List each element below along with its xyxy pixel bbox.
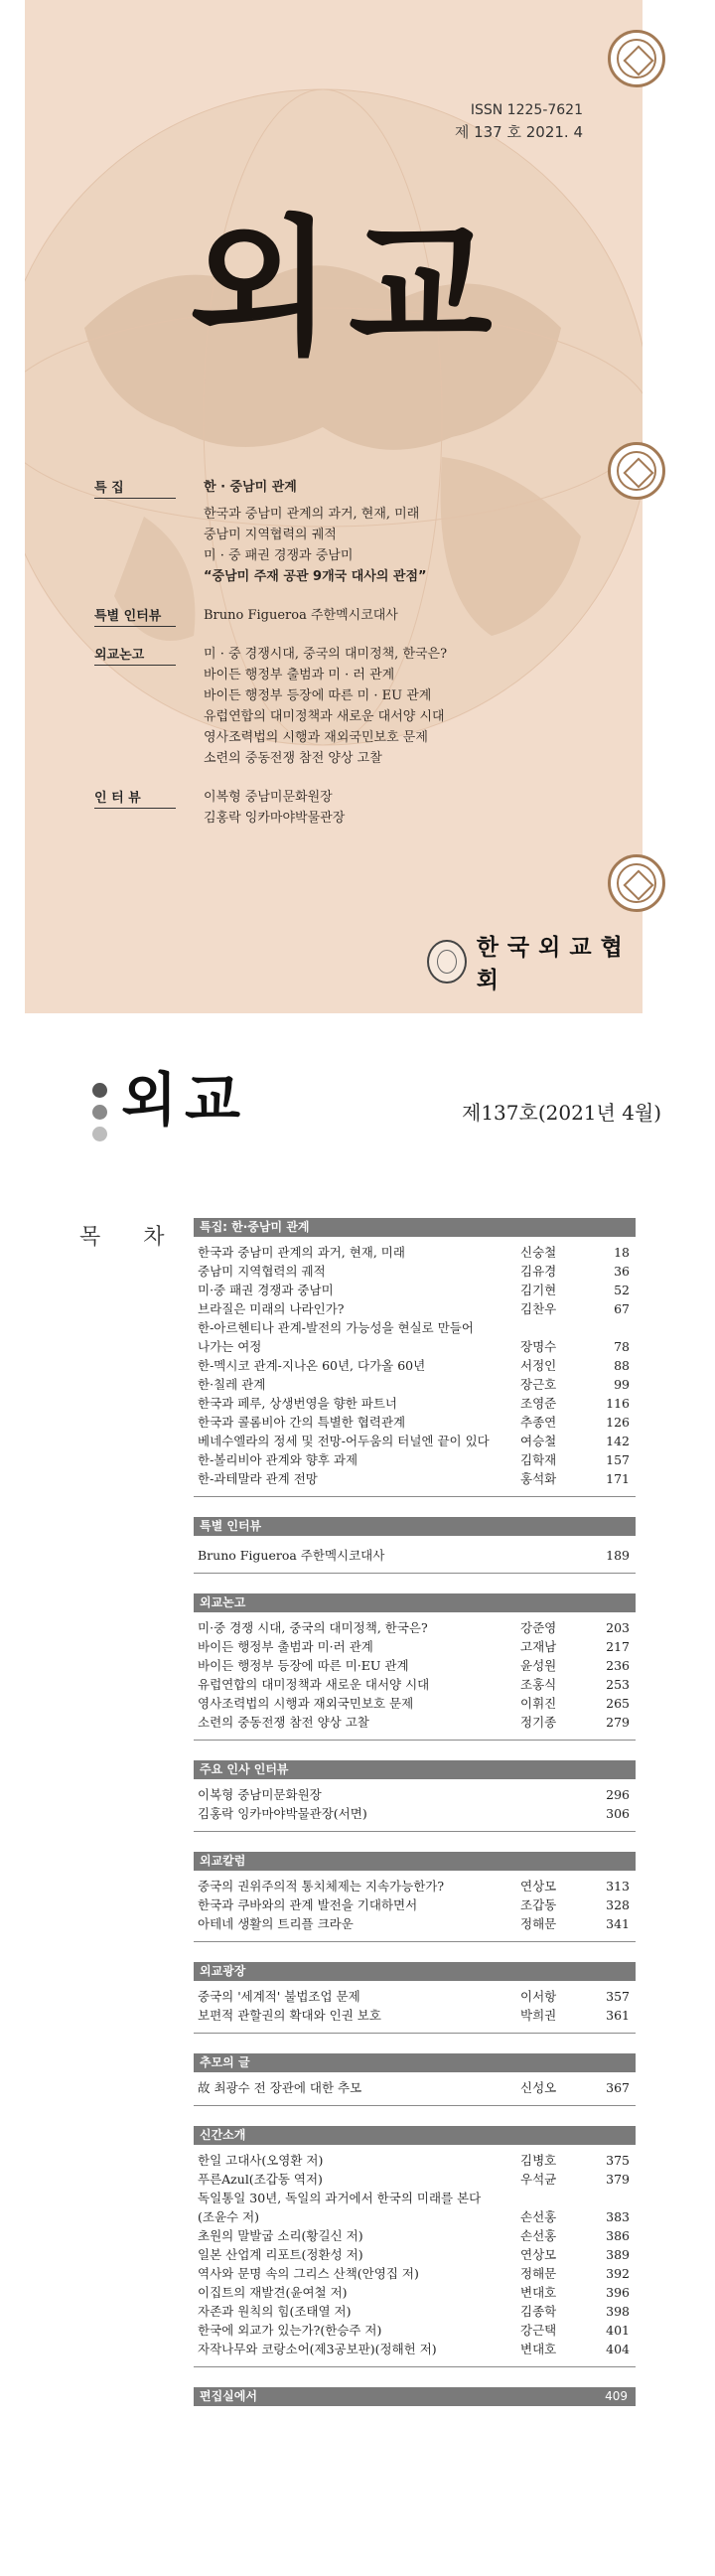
entry-author: 연상모 — [520, 1879, 557, 1894]
toc-entry[interactable] — [198, 1656, 636, 1675]
toc-entry[interactable] — [198, 1713, 636, 1732]
entry-page: 357 — [606, 1989, 630, 2004]
toc-entry[interactable] — [198, 2245, 636, 2264]
toc-entry[interactable] — [198, 1546, 636, 1565]
entry-title: 한-멕시코 관계-지나온 60년, 다가올 60년 — [198, 1358, 426, 1373]
entry-title: 브라질은 미래의 나라인가? — [198, 1301, 345, 1316]
entry-page: 36 — [614, 1264, 630, 1279]
toc-entry[interactable] — [198, 1281, 636, 1299]
entry-author: 강근택 — [520, 2323, 557, 2338]
entry-page: 67 — [614, 1301, 630, 1316]
entry-title: (조윤수 저) — [198, 2209, 260, 2224]
entry-title: 중남미 지역협력의 궤적 — [198, 1264, 326, 1279]
entry-title: 역사와 문명 속의 그리스 산책(안영집 저) — [198, 2266, 419, 2281]
entry-author: 변대호 — [520, 2342, 557, 2356]
toc-entry[interactable] — [198, 2006, 636, 2025]
entry-page: 157 — [606, 1452, 630, 1467]
entry-author: 조갑동 — [520, 1897, 557, 1912]
entry-title: 영사조력법의 시행과 재외국민보호 문제 — [198, 1696, 414, 1711]
toc-entry[interactable] — [198, 2264, 636, 2283]
dot-icon — [92, 1105, 107, 1120]
entry-title: 한국에 외교가 있는가?(한승주 저) — [198, 2323, 382, 2338]
entry-author: 김종학 — [520, 2304, 557, 2319]
entry-page: 116 — [606, 1396, 630, 1411]
section-label: 특별 인터뷰 — [94, 605, 176, 627]
entry-page: 306 — [606, 1806, 630, 1821]
entry-page: 126 — [606, 1415, 630, 1430]
list-item: 바이든 행정부 등장에 따른 미 · EU 관계 — [204, 688, 432, 703]
entry-title: 초원의 말발굽 소리(황길신 저) — [198, 2228, 363, 2243]
entry-page: 367 — [606, 2080, 630, 2095]
entry-title: 미·중 경쟁 시대, 중국의 대미정책, 한국은? — [198, 1620, 428, 1635]
toc-entry[interactable] — [198, 1318, 636, 1337]
entry-page: 265 — [606, 1696, 630, 1711]
entry-page: 171 — [606, 1471, 630, 1486]
publisher-name: 한국외교협회 — [476, 935, 632, 993]
cover-section-interview — [94, 605, 611, 626]
entry-author: 손선홍 — [520, 2209, 557, 2224]
entry-author: 우석균 — [520, 2172, 557, 2187]
toc-entry[interactable] — [198, 1450, 636, 1469]
entry-author: 변대호 — [520, 2285, 557, 2300]
toc-entry[interactable] — [198, 1413, 636, 1432]
entry-page: 88 — [614, 1358, 630, 1373]
entry-page: 375 — [606, 2153, 630, 2168]
entry-title: 자존과 원칙의 힘(조태열 저) — [198, 2304, 352, 2319]
list-item: 중남미 지역협력의 궤적 — [204, 528, 337, 542]
cover-section-feature — [94, 477, 611, 587]
entry-page: 99 — [614, 1377, 630, 1392]
header-dots — [92, 1083, 107, 1148]
entry-title: 소련의 중동전쟁 참전 양상 고찰 — [198, 1715, 369, 1730]
entry-author: 김찬우 — [520, 1301, 557, 1316]
entry-title: 푸른Azul(조갑동 역저) — [198, 2172, 323, 2187]
editor-page: 409 — [605, 2389, 628, 2403]
toc-entry[interactable] — [198, 2302, 636, 2321]
toc-section — [194, 1760, 636, 1832]
section-band: 외교광장 — [194, 1962, 636, 1981]
entry-title: 이집트의 재발견(윤여철 저) — [198, 2285, 348, 2300]
list-item: 미 · 중 패권 경쟁과 중남미 — [204, 548, 354, 563]
list-item: 영사조력법의 시행과 재외국민보호 문제 — [204, 730, 428, 745]
entry-title: 한-과테말라 관계 전망 — [198, 1471, 318, 1486]
toc-entry[interactable] — [198, 2283, 636, 2302]
entry-author: 김학재 — [520, 1452, 557, 1467]
entry-title: Bruno Figueroa 주한멕시코대사 — [198, 1548, 385, 1563]
entry-author: 서정인 — [520, 1358, 557, 1373]
toc-entry[interactable] — [198, 1694, 636, 1713]
issue-number: 제 137 호 2021. 4 — [454, 123, 583, 141]
entry-title: 한·칠레 관계 — [198, 1377, 266, 1392]
entry-page: 392 — [606, 2266, 630, 2281]
entry-title: 바이든 행정부 출범과 미·러 관계 — [198, 1639, 373, 1654]
cover-contents — [94, 477, 611, 846]
list-item: 유럽연합의 대미정책과 새로운 대서양 시대 — [204, 709, 445, 724]
section-band: 특집: 한·중남미 관계 — [194, 1218, 636, 1237]
section-head: 한 · 중남미 관계 — [204, 480, 297, 495]
toc-entry[interactable] — [198, 2189, 636, 2207]
issn-block — [455, 99, 583, 143]
entry-page: 398 — [606, 2304, 630, 2319]
entry-author: 정해문 — [520, 2266, 557, 2281]
toc-entry[interactable] — [198, 2151, 636, 2170]
entry-title: 김홍락 잉카마야박물관장(서면) — [198, 1806, 367, 1821]
list-item: 미 · 중 경쟁시대, 중국의 대미정책, 한국은? — [204, 647, 448, 662]
editor-label: 편집실에서 — [200, 2389, 257, 2403]
toc-heading: 목 차 — [79, 1225, 183, 1250]
section-label: 인 터 뷰 — [94, 787, 176, 809]
entry-author: 조영준 — [520, 1396, 557, 1411]
toc-section — [194, 1218, 636, 1497]
list-item: 이복형 중남미문화원장 — [204, 790, 333, 805]
entry-title: 독일통일 30년, 독일의 과거에서 한국의 미래를 본다 — [198, 2191, 482, 2205]
entry-page: 389 — [606, 2247, 630, 2262]
entry-author: 홍석화 — [520, 1471, 557, 1486]
entry-page: 404 — [606, 2342, 630, 2356]
section-band: 주요 인사 인터뷰 — [194, 1760, 636, 1779]
binding-seal-icon — [608, 30, 665, 87]
list-item: 한국과 중남미 관계의 과거, 현재, 미래 — [204, 507, 420, 522]
section-band: 특별 인터뷰 — [194, 1517, 636, 1536]
toc-section — [194, 2053, 636, 2106]
table-of-contents — [194, 1218, 636, 2406]
toc-entry[interactable] — [198, 1337, 636, 1356]
toc-section — [194, 1593, 636, 1741]
entry-title: 한일 고대사(오영환 저) — [198, 2153, 324, 2168]
section-band: 추모의 글 — [194, 2053, 636, 2072]
entry-author: 정해문 — [520, 1916, 557, 1931]
entry-author: 김병호 — [520, 2153, 557, 2168]
publisher-seal-icon — [427, 940, 467, 984]
binding-seal-icon — [608, 854, 665, 912]
toc-section — [194, 1852, 636, 1942]
toc-section — [194, 1517, 636, 1574]
toc-entry[interactable] — [198, 1637, 636, 1656]
toc-entry[interactable] — [198, 1356, 636, 1375]
list-item: 김홍락 잉카마야박물관장 — [204, 811, 346, 826]
entry-title: 故 최광수 전 장관에 대한 추모 — [198, 2080, 362, 2095]
entry-title: 보편적 관할권의 확대와 인권 보호 — [198, 2008, 381, 2023]
entry-title: 일본 산업계 리포트(정환성 저) — [198, 2247, 363, 2262]
toc-entry[interactable] — [198, 2226, 636, 2245]
toc-entry[interactable] — [198, 2207, 636, 2226]
section-band: 외교논고 — [194, 1593, 636, 1612]
toc-entry[interactable] — [198, 1987, 636, 2006]
entry-title: 한-볼리비아 관계와 향후 과제 — [198, 1452, 358, 1467]
toc-section — [194, 2126, 636, 2367]
toc-issue: 제137호(2021년 4월) — [462, 1101, 662, 1125]
entry-title: 중국의 '세계적' 불법조업 문제 — [198, 1989, 360, 2004]
entry-page: 189 — [606, 1548, 630, 1563]
entry-title: 자작나무와 코랑소어(제3공보판)(정해헌 저) — [198, 2342, 437, 2356]
entry-author: 강준영 — [520, 1620, 557, 1635]
entry-author: 고재남 — [520, 1639, 557, 1654]
entry-page: 341 — [606, 1916, 630, 1931]
toc-entry[interactable] — [198, 1877, 636, 1895]
entry-author: 조홍식 — [520, 1677, 557, 1692]
entry-page: 142 — [606, 1434, 630, 1448]
toc-entry[interactable] — [198, 1469, 636, 1488]
binding-seal-icon — [608, 442, 665, 500]
entry-title: 한국과 페루, 상생번영을 향한 파트너 — [198, 1396, 397, 1411]
entry-author: 정기종 — [520, 1715, 557, 1730]
dot-icon — [92, 1127, 107, 1141]
entry-page: 78 — [614, 1339, 630, 1354]
entry-title: 중국의 권위주의적 통치체제는 지속가능한가? — [198, 1879, 445, 1894]
entry-author: 추종연 — [520, 1415, 557, 1430]
entry-title: 한국과 쿠바와의 관계 발전을 기대하면서 — [198, 1897, 418, 1912]
entry-author: 손선홍 — [520, 2228, 557, 2243]
entry-author: 연상모 — [520, 2247, 557, 2262]
entry-page: 18 — [614, 1245, 630, 1260]
entry-title: 베네수엘라의 정세 및 전망-어두움의 터널엔 끝이 있다 — [198, 1434, 490, 1448]
issn-number: ISSN 1225-7621 — [470, 102, 583, 118]
entry-page: 52 — [614, 1283, 630, 1297]
toc-entry[interactable] — [198, 1432, 636, 1450]
toc-entry[interactable] — [198, 1243, 636, 1262]
entry-page: 386 — [606, 2228, 630, 2243]
entry-author: 김유경 — [520, 1264, 557, 1279]
dot-icon — [92, 1083, 107, 1098]
toc-entry[interactable] — [198, 1785, 636, 1804]
toc-entry[interactable] — [198, 2321, 636, 2340]
toc-entry[interactable] — [198, 2170, 636, 2189]
entry-title: 유럽연합의 대미정책과 새로운 대서양 시대 — [198, 1677, 430, 1692]
toc-entry[interactable] — [198, 1618, 636, 1637]
list-item: 바이든 행정부 출범과 미 · 러 관계 — [204, 668, 395, 682]
entry-title: 한국과 콜롬비아 간의 특별한 협력관계 — [198, 1415, 406, 1430]
entry-title: 한-아르헨티나 관계-발전의 가능성을 현실로 만들어 — [198, 1320, 474, 1335]
toc-entry[interactable] — [198, 1895, 636, 1914]
entry-page: 328 — [606, 1897, 630, 1912]
toc-entry[interactable] — [198, 1375, 636, 1394]
entry-author: 신숭철 — [520, 1245, 557, 1260]
entry-page: 203 — [606, 1620, 630, 1635]
entry-title: 나가는 여정 — [198, 1339, 262, 1354]
entry-page: 396 — [606, 2285, 630, 2300]
toc-entry[interactable] — [198, 1675, 636, 1694]
toc-entry[interactable] — [198, 1394, 636, 1413]
entry-title: 아테네 생활의 트리플 크라운 — [198, 1916, 354, 1931]
toc-entry[interactable] — [198, 2340, 636, 2358]
entry-page: 236 — [606, 1658, 630, 1673]
editor-band[interactable] — [194, 2387, 636, 2406]
entry-page: 383 — [606, 2209, 630, 2224]
entry-page: 253 — [606, 1677, 630, 1692]
entry-author: 김기현 — [520, 1283, 557, 1297]
cover-section-interviews — [94, 787, 611, 829]
entry-author: 신성오 — [520, 2080, 557, 2095]
entry-page: 401 — [606, 2323, 630, 2338]
entry-page: 313 — [606, 1879, 630, 1894]
entry-title: 이복형 중남미문화원장 — [198, 1787, 322, 1802]
section-band: 외교칼럼 — [194, 1852, 636, 1871]
entry-page: 379 — [606, 2172, 630, 2187]
toc-entry[interactable] — [198, 1914, 636, 1933]
entry-author: 이서항 — [520, 1989, 557, 2004]
publisher — [427, 929, 643, 994]
section-band: 신간소개 — [194, 2126, 636, 2145]
entry-title: 한국과 중남미 관계의 과거, 현재, 미래 — [198, 1245, 405, 1260]
entry-author: 이휘진 — [520, 1696, 557, 1711]
list-item: 소련의 중동전쟁 참전 양상 고찰 — [204, 751, 382, 766]
entry-title: 미·중 패권 경쟁과 중남미 — [198, 1283, 334, 1297]
entry-page: 279 — [606, 1715, 630, 1730]
toc-section — [194, 1962, 636, 2034]
entry-page: 217 — [606, 1639, 630, 1654]
cover-title: 외교 — [189, 201, 508, 376]
list-item: Bruno Figueroa 주한멕시코대사 — [204, 608, 398, 623]
toc-logo: 외교 — [121, 1066, 249, 1134]
entry-author: 장명수 — [520, 1339, 557, 1354]
entry-page: 361 — [606, 2008, 630, 2023]
toc-entry[interactable] — [198, 1262, 636, 1281]
cover-page — [25, 0, 643, 1013]
entry-author: 여승철 — [520, 1434, 557, 1448]
toc-entry[interactable] — [198, 2078, 636, 2097]
entry-author: 윤성원 — [520, 1658, 557, 1673]
entry-author: 박희권 — [520, 2008, 557, 2023]
list-item-bold: “중남미 주재 공관 9개국 대사의 관점” — [204, 569, 427, 584]
toc-entry[interactable] — [198, 1804, 636, 1823]
section-label: 외교논고 — [94, 644, 176, 666]
entry-page: 296 — [606, 1787, 630, 1802]
entry-author: 장근호 — [520, 1377, 557, 1392]
section-label: 특 집 — [94, 477, 176, 499]
cover-section-essays — [94, 644, 611, 769]
toc-entry[interactable] — [198, 1299, 636, 1318]
entry-title: 바이든 행정부 등장에 따른 미·EU 관계 — [198, 1658, 409, 1673]
